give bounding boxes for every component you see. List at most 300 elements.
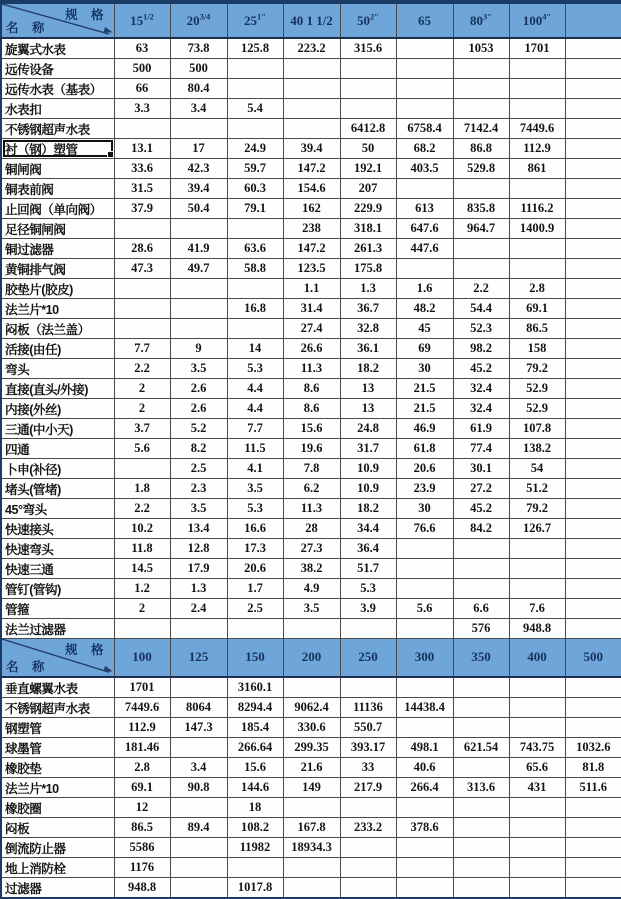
value-cell[interactable]: 5.3 bbox=[227, 499, 283, 519]
value-cell[interactable]: 7.7 bbox=[227, 419, 283, 439]
value-cell[interactable]: 162 bbox=[283, 199, 340, 219]
value-cell[interactable]: 36.7 bbox=[340, 299, 396, 319]
name-cell[interactable]: 内接(外丝) bbox=[1, 399, 114, 419]
name-cell[interactable]: 管箍 bbox=[1, 599, 114, 619]
value-cell[interactable]: 27.4 bbox=[283, 319, 340, 339]
value-cell[interactable]: 108.2 bbox=[227, 817, 283, 837]
corner-header-cell[interactable] bbox=[1, 2, 114, 38]
name-cell[interactable]: 远传设备 bbox=[1, 59, 114, 79]
spec-header-cell[interactable] bbox=[170, 2, 227, 38]
value-cell[interactable]: 149 bbox=[283, 777, 340, 797]
value-cell[interactable]: 51.2 bbox=[509, 479, 565, 499]
value-cell[interactable] bbox=[170, 797, 227, 817]
value-cell[interactable]: 743.75 bbox=[509, 737, 565, 757]
value-cell[interactable]: 61.9 bbox=[453, 419, 509, 439]
value-cell[interactable]: 185.4 bbox=[227, 717, 283, 737]
value-cell[interactable] bbox=[509, 559, 565, 579]
value-cell[interactable]: 14 bbox=[227, 339, 283, 359]
value-cell[interactable]: 500 bbox=[170, 59, 227, 79]
value-cell[interactable] bbox=[565, 817, 621, 837]
value-cell[interactable] bbox=[170, 279, 227, 299]
value-cell[interactable]: 11982 bbox=[227, 837, 283, 857]
value-cell[interactable] bbox=[453, 817, 509, 837]
value-cell[interactable]: 3.5 bbox=[227, 479, 283, 499]
value-cell[interactable]: 1.7 bbox=[227, 579, 283, 599]
value-cell[interactable]: 576 bbox=[453, 619, 509, 639]
value-cell[interactable] bbox=[227, 219, 283, 239]
value-cell[interactable]: 10.9 bbox=[340, 479, 396, 499]
value-cell[interactable]: 50.4 bbox=[170, 199, 227, 219]
value-cell[interactable]: 31.7 bbox=[340, 439, 396, 459]
value-cell[interactable]: 2.6 bbox=[170, 399, 227, 419]
value-cell[interactable]: 34.4 bbox=[340, 519, 396, 539]
value-cell[interactable] bbox=[509, 99, 565, 119]
value-cell[interactable]: 61.8 bbox=[396, 439, 453, 459]
value-cell[interactable]: 27.3 bbox=[283, 539, 340, 559]
value-cell[interactable] bbox=[114, 619, 170, 639]
value-cell[interactable]: 86.5 bbox=[114, 817, 170, 837]
value-cell[interactable]: 21.6 bbox=[283, 757, 340, 777]
value-cell[interactable]: 6.6 bbox=[453, 599, 509, 619]
value-cell[interactable] bbox=[565, 359, 621, 379]
value-cell[interactable] bbox=[565, 239, 621, 259]
value-cell[interactable]: 403.5 bbox=[396, 159, 453, 179]
value-cell[interactable] bbox=[565, 119, 621, 139]
value-cell[interactable] bbox=[283, 119, 340, 139]
value-cell[interactable]: 17 bbox=[170, 139, 227, 159]
value-cell[interactable]: 835.8 bbox=[453, 199, 509, 219]
name-cell[interactable]: 过滤器 bbox=[1, 877, 114, 898]
value-cell[interactable]: 30 bbox=[396, 359, 453, 379]
value-cell[interactable]: 32.8 bbox=[340, 319, 396, 339]
value-cell[interactable]: 529.8 bbox=[453, 159, 509, 179]
value-cell[interactable]: 19.6 bbox=[283, 439, 340, 459]
spec-header-cell[interactable] bbox=[283, 2, 340, 38]
spec-header-cell[interactable] bbox=[283, 639, 340, 677]
value-cell[interactable]: 4.9 bbox=[283, 579, 340, 599]
value-cell[interactable]: 11.3 bbox=[283, 499, 340, 519]
name-cell[interactable]: 钢塑管 bbox=[1, 717, 114, 737]
value-cell[interactable]: 147.3 bbox=[170, 717, 227, 737]
value-cell[interactable]: 45.2 bbox=[453, 499, 509, 519]
value-cell[interactable]: 8064 bbox=[170, 697, 227, 717]
value-cell[interactable]: 54.4 bbox=[453, 299, 509, 319]
name-cell[interactable]: 法兰过滤器 bbox=[1, 619, 114, 639]
spec-header-cell[interactable] bbox=[340, 2, 396, 38]
value-cell[interactable]: 3.3 bbox=[114, 99, 170, 119]
value-cell[interactable]: 39.4 bbox=[170, 179, 227, 199]
name-cell[interactable]: 不锈钢超声水表 bbox=[1, 119, 114, 139]
name-cell[interactable]: 橡胶圈 bbox=[1, 797, 114, 817]
value-cell[interactable]: 17.9 bbox=[170, 559, 227, 579]
value-cell[interactable]: 12 bbox=[114, 797, 170, 817]
value-cell[interactable] bbox=[227, 79, 283, 99]
value-cell[interactable]: 52.9 bbox=[509, 379, 565, 399]
value-cell[interactable]: 613 bbox=[396, 199, 453, 219]
value-cell[interactable]: 5586 bbox=[114, 837, 170, 857]
value-cell[interactable]: 1053 bbox=[453, 38, 509, 59]
value-cell[interactable]: 30.1 bbox=[453, 459, 509, 479]
value-cell[interactable] bbox=[170, 119, 227, 139]
value-cell[interactable]: 125.8 bbox=[227, 38, 283, 59]
value-cell[interactable]: 60.3 bbox=[227, 179, 283, 199]
spec-header-cell[interactable] bbox=[509, 2, 565, 38]
name-cell[interactable]: 地上消防栓 bbox=[1, 857, 114, 877]
value-cell[interactable] bbox=[453, 259, 509, 279]
value-cell[interactable] bbox=[340, 99, 396, 119]
value-cell[interactable]: 107.8 bbox=[509, 419, 565, 439]
value-cell[interactable] bbox=[340, 837, 396, 857]
value-cell[interactable]: 112.9 bbox=[114, 717, 170, 737]
value-cell[interactable]: 27.2 bbox=[453, 479, 509, 499]
value-cell[interactable] bbox=[565, 259, 621, 279]
value-cell[interactable]: 158 bbox=[509, 339, 565, 359]
value-cell[interactable] bbox=[114, 299, 170, 319]
value-cell[interactable]: 238 bbox=[283, 219, 340, 239]
value-cell[interactable]: 5.6 bbox=[114, 439, 170, 459]
value-cell[interactable]: 15.6 bbox=[283, 419, 340, 439]
value-cell[interactable] bbox=[453, 757, 509, 777]
value-cell[interactable] bbox=[565, 79, 621, 99]
spec-header-cell[interactable] bbox=[396, 2, 453, 38]
value-cell[interactable]: 31.5 bbox=[114, 179, 170, 199]
name-cell[interactable]: 管钉(管钩) bbox=[1, 579, 114, 599]
value-cell[interactable]: 49.7 bbox=[170, 259, 227, 279]
value-cell[interactable]: 2 bbox=[114, 599, 170, 619]
value-cell[interactable] bbox=[453, 559, 509, 579]
value-cell[interactable] bbox=[283, 99, 340, 119]
value-cell[interactable]: 330.6 bbox=[283, 717, 340, 737]
value-cell[interactable]: 86.8 bbox=[453, 139, 509, 159]
value-cell[interactable]: 4.4 bbox=[227, 379, 283, 399]
value-cell[interactable]: 6.2 bbox=[283, 479, 340, 499]
value-cell[interactable] bbox=[509, 677, 565, 698]
value-cell[interactable] bbox=[396, 79, 453, 99]
value-cell[interactable] bbox=[283, 877, 340, 898]
value-cell[interactable] bbox=[509, 259, 565, 279]
value-cell[interactable] bbox=[227, 619, 283, 639]
value-cell[interactable]: 948.8 bbox=[509, 619, 565, 639]
value-cell[interactable]: 2.3 bbox=[170, 479, 227, 499]
value-cell[interactable] bbox=[227, 279, 283, 299]
value-cell[interactable]: 21.5 bbox=[396, 379, 453, 399]
value-cell[interactable]: 10.2 bbox=[114, 519, 170, 539]
value-cell[interactable]: 2.4 bbox=[170, 599, 227, 619]
value-cell[interactable] bbox=[565, 697, 621, 717]
value-cell[interactable] bbox=[114, 119, 170, 139]
spec-header-cell[interactable] bbox=[509, 639, 565, 677]
value-cell[interactable]: 45.2 bbox=[453, 359, 509, 379]
value-cell[interactable] bbox=[453, 579, 509, 599]
value-cell[interactable]: 66 bbox=[114, 79, 170, 99]
spec-header-cell[interactable] bbox=[340, 639, 396, 677]
value-cell[interactable] bbox=[283, 79, 340, 99]
value-cell[interactable]: 5.3 bbox=[340, 579, 396, 599]
value-cell[interactable]: 65.6 bbox=[509, 757, 565, 777]
value-cell[interactable]: 2.2 bbox=[453, 279, 509, 299]
value-cell[interactable]: 8.6 bbox=[283, 379, 340, 399]
value-cell[interactable] bbox=[565, 439, 621, 459]
value-cell[interactable]: 647.6 bbox=[396, 219, 453, 239]
value-cell[interactable] bbox=[170, 737, 227, 757]
value-cell[interactable]: 13 bbox=[340, 399, 396, 419]
name-cell[interactable]: 法兰片*10 bbox=[1, 299, 114, 319]
value-cell[interactable]: 2.8 bbox=[114, 757, 170, 777]
value-cell[interactable]: 621.54 bbox=[453, 737, 509, 757]
value-cell[interactable] bbox=[283, 797, 340, 817]
value-cell[interactable]: 38.2 bbox=[283, 559, 340, 579]
value-cell[interactable] bbox=[170, 837, 227, 857]
value-cell[interactable]: 54 bbox=[509, 459, 565, 479]
value-cell[interactable]: 299.35 bbox=[283, 737, 340, 757]
value-cell[interactable]: 3.5 bbox=[170, 359, 227, 379]
value-cell[interactable] bbox=[453, 857, 509, 877]
value-cell[interactable]: 6758.4 bbox=[396, 119, 453, 139]
value-cell[interactable]: 13.1 bbox=[114, 139, 170, 159]
value-cell[interactable]: 2.8 bbox=[509, 279, 565, 299]
value-cell[interactable] bbox=[509, 539, 565, 559]
value-cell[interactable] bbox=[396, 677, 453, 698]
value-cell[interactable]: 9062.4 bbox=[283, 697, 340, 717]
value-cell[interactable] bbox=[565, 399, 621, 419]
value-cell[interactable] bbox=[453, 877, 509, 898]
value-cell[interactable]: 36.4 bbox=[340, 539, 396, 559]
value-cell[interactable] bbox=[509, 79, 565, 99]
value-cell[interactable]: 24.9 bbox=[227, 139, 283, 159]
value-cell[interactable] bbox=[170, 619, 227, 639]
name-cell[interactable]: 快速弯头 bbox=[1, 539, 114, 559]
value-cell[interactable] bbox=[114, 319, 170, 339]
name-cell[interactable]: 直接(直头/外接) bbox=[1, 379, 114, 399]
value-cell[interactable] bbox=[396, 619, 453, 639]
value-cell[interactable]: 36.1 bbox=[340, 339, 396, 359]
value-cell[interactable]: 11136 bbox=[340, 697, 396, 717]
value-cell[interactable]: 1032.6 bbox=[565, 737, 621, 757]
name-cell[interactable]: 快速三通 bbox=[1, 559, 114, 579]
value-cell[interactable]: 511.6 bbox=[565, 777, 621, 797]
value-cell[interactable]: 1116.2 bbox=[509, 199, 565, 219]
value-cell[interactable] bbox=[170, 677, 227, 698]
name-cell[interactable]: 闷板 bbox=[1, 817, 114, 837]
value-cell[interactable]: 15.6 bbox=[227, 757, 283, 777]
value-cell[interactable]: 8.6 bbox=[283, 399, 340, 419]
value-cell[interactable]: 7449.6 bbox=[114, 697, 170, 717]
value-cell[interactable]: 7142.4 bbox=[453, 119, 509, 139]
value-cell[interactable]: 147.2 bbox=[283, 239, 340, 259]
value-cell[interactable]: 126.7 bbox=[509, 519, 565, 539]
name-cell[interactable]: 倒流防止器 bbox=[1, 837, 114, 857]
value-cell[interactable]: 1176 bbox=[114, 857, 170, 877]
value-cell[interactable] bbox=[227, 59, 283, 79]
name-cell[interactable]: 闷板（法兰盖） bbox=[1, 319, 114, 339]
spec-header-cell[interactable] bbox=[396, 639, 453, 677]
value-cell[interactable]: 17.3 bbox=[227, 539, 283, 559]
value-cell[interactable]: 76.6 bbox=[396, 519, 453, 539]
value-cell[interactable] bbox=[340, 619, 396, 639]
value-cell[interactable]: 63 bbox=[114, 38, 170, 59]
value-cell[interactable] bbox=[565, 797, 621, 817]
value-cell[interactable]: 3.7 bbox=[114, 419, 170, 439]
value-cell[interactable]: 89.4 bbox=[170, 817, 227, 837]
value-cell[interactable]: 18 bbox=[227, 797, 283, 817]
value-cell[interactable]: 229.9 bbox=[340, 199, 396, 219]
value-cell[interactable] bbox=[396, 877, 453, 898]
value-cell[interactable] bbox=[565, 877, 621, 898]
spec-header-cell-empty[interactable] bbox=[565, 2, 621, 38]
value-cell[interactable]: 45 bbox=[396, 319, 453, 339]
value-cell[interactable] bbox=[565, 559, 621, 579]
value-cell[interactable]: 207 bbox=[340, 179, 396, 199]
value-cell[interactable]: 13.4 bbox=[170, 519, 227, 539]
value-cell[interactable] bbox=[396, 99, 453, 119]
spec-header-cell[interactable] bbox=[227, 2, 283, 38]
value-cell[interactable]: 1.3 bbox=[340, 279, 396, 299]
name-cell[interactable]: 铜过滤器 bbox=[1, 239, 114, 259]
value-cell[interactable]: 59.7 bbox=[227, 159, 283, 179]
name-cell[interactable]: 卜申(补径) bbox=[1, 459, 114, 479]
value-cell[interactable]: 5.6 bbox=[396, 599, 453, 619]
value-cell[interactable]: 147.2 bbox=[283, 159, 340, 179]
name-cell[interactable]: 弯头 bbox=[1, 359, 114, 379]
value-cell[interactable]: 46.9 bbox=[396, 419, 453, 439]
value-cell[interactable]: 4.4 bbox=[227, 399, 283, 419]
value-cell[interactable]: 1.3 bbox=[170, 579, 227, 599]
value-cell[interactable]: 14438.4 bbox=[396, 697, 453, 717]
value-cell[interactable]: 313.6 bbox=[453, 777, 509, 797]
value-cell[interactable]: 3160.1 bbox=[227, 677, 283, 698]
value-cell[interactable]: 18934.3 bbox=[283, 837, 340, 857]
value-cell[interactable] bbox=[565, 619, 621, 639]
value-cell[interactable]: 77.4 bbox=[453, 439, 509, 459]
value-cell[interactable] bbox=[114, 459, 170, 479]
value-cell[interactable]: 233.2 bbox=[340, 817, 396, 837]
value-cell[interactable] bbox=[565, 519, 621, 539]
name-cell[interactable]: 足径铜闸阀 bbox=[1, 219, 114, 239]
spec-header-cell[interactable] bbox=[565, 639, 621, 677]
spec-header-cell[interactable] bbox=[114, 2, 170, 38]
name-cell[interactable]: 黄铜排气阀 bbox=[1, 259, 114, 279]
value-cell[interactable] bbox=[453, 717, 509, 737]
value-cell[interactable]: 50 bbox=[340, 139, 396, 159]
value-cell[interactable]: 69.1 bbox=[509, 299, 565, 319]
value-cell[interactable]: 9 bbox=[170, 339, 227, 359]
value-cell[interactable] bbox=[396, 559, 453, 579]
value-cell[interactable]: 7.7 bbox=[114, 339, 170, 359]
value-cell[interactable] bbox=[396, 579, 453, 599]
value-cell[interactable] bbox=[565, 599, 621, 619]
value-cell[interactable]: 1701 bbox=[509, 38, 565, 59]
value-cell[interactable]: 1.2 bbox=[114, 579, 170, 599]
value-cell[interactable] bbox=[565, 139, 621, 159]
value-cell[interactable] bbox=[283, 677, 340, 698]
value-cell[interactable]: 498.1 bbox=[396, 737, 453, 757]
value-cell[interactable]: 1.8 bbox=[114, 479, 170, 499]
value-cell[interactable]: 69 bbox=[396, 339, 453, 359]
value-cell[interactable]: 7449.6 bbox=[509, 119, 565, 139]
name-cell[interactable]: 45°弯头 bbox=[1, 499, 114, 519]
value-cell[interactable] bbox=[340, 797, 396, 817]
value-cell[interactable] bbox=[396, 539, 453, 559]
value-cell[interactable]: 42.3 bbox=[170, 159, 227, 179]
value-cell[interactable] bbox=[565, 459, 621, 479]
value-cell[interactable]: 33.6 bbox=[114, 159, 170, 179]
value-cell[interactable]: 2.2 bbox=[114, 499, 170, 519]
value-cell[interactable]: 20.6 bbox=[227, 559, 283, 579]
value-cell[interactable] bbox=[283, 619, 340, 639]
value-cell[interactable] bbox=[565, 857, 621, 877]
name-cell[interactable]: 不锈钢超声水表 bbox=[1, 697, 114, 717]
value-cell[interactable]: 52.3 bbox=[453, 319, 509, 339]
value-cell[interactable]: 3.4 bbox=[170, 757, 227, 777]
value-cell[interactable]: 58.8 bbox=[227, 259, 283, 279]
value-cell[interactable]: 1400.9 bbox=[509, 219, 565, 239]
value-cell[interactable] bbox=[509, 717, 565, 737]
value-cell[interactable]: 447.6 bbox=[396, 239, 453, 259]
value-cell[interactable]: 79.1 bbox=[227, 199, 283, 219]
value-cell[interactable]: 261.3 bbox=[340, 239, 396, 259]
value-cell[interactable]: 5.3 bbox=[227, 359, 283, 379]
value-cell[interactable]: 7.8 bbox=[283, 459, 340, 479]
name-cell[interactable]: 水表扣 bbox=[1, 99, 114, 119]
value-cell[interactable] bbox=[565, 419, 621, 439]
value-cell[interactable]: 550.7 bbox=[340, 717, 396, 737]
value-cell[interactable]: 154.6 bbox=[283, 179, 340, 199]
value-cell[interactable] bbox=[283, 857, 340, 877]
spec-header-cell[interactable] bbox=[114, 639, 170, 677]
value-cell[interactable]: 14.5 bbox=[114, 559, 170, 579]
value-cell[interactable]: 3.5 bbox=[170, 499, 227, 519]
value-cell[interactable] bbox=[565, 677, 621, 698]
value-cell[interactable]: 112.9 bbox=[509, 139, 565, 159]
value-cell[interactable] bbox=[565, 717, 621, 737]
value-cell[interactable]: 16.6 bbox=[227, 519, 283, 539]
value-cell[interactable] bbox=[565, 539, 621, 559]
value-cell[interactable]: 1701 bbox=[114, 677, 170, 698]
name-cell[interactable]: 法兰片*10 bbox=[1, 777, 114, 797]
value-cell[interactable] bbox=[396, 179, 453, 199]
value-cell[interactable]: 5.2 bbox=[170, 419, 227, 439]
value-cell[interactable]: 123.5 bbox=[283, 259, 340, 279]
value-cell[interactable]: 81.8 bbox=[565, 757, 621, 777]
corner-header-cell[interactable] bbox=[1, 639, 114, 677]
value-cell[interactable]: 79.2 bbox=[509, 499, 565, 519]
value-cell[interactable] bbox=[565, 379, 621, 399]
name-cell[interactable]: 铜表前阀 bbox=[1, 179, 114, 199]
value-cell[interactable]: 10.9 bbox=[340, 459, 396, 479]
value-cell[interactable] bbox=[453, 99, 509, 119]
value-cell[interactable]: 41.9 bbox=[170, 239, 227, 259]
value-cell[interactable] bbox=[565, 38, 621, 59]
value-cell[interactable] bbox=[453, 539, 509, 559]
value-cell[interactable]: 68.2 bbox=[396, 139, 453, 159]
value-cell[interactable]: 2.2 bbox=[114, 359, 170, 379]
value-cell[interactable]: 11.5 bbox=[227, 439, 283, 459]
value-cell[interactable] bbox=[340, 677, 396, 698]
value-cell[interactable]: 964.7 bbox=[453, 219, 509, 239]
value-cell[interactable]: 90.8 bbox=[170, 777, 227, 797]
value-cell[interactable]: 32.4 bbox=[453, 379, 509, 399]
value-cell[interactable]: 11.8 bbox=[114, 539, 170, 559]
value-cell[interactable]: 167.8 bbox=[283, 817, 340, 837]
value-cell[interactable]: 86.5 bbox=[509, 319, 565, 339]
value-cell[interactable] bbox=[453, 79, 509, 99]
value-cell[interactable]: 21.5 bbox=[396, 399, 453, 419]
value-cell[interactable]: 861 bbox=[509, 159, 565, 179]
value-cell[interactable] bbox=[565, 159, 621, 179]
value-cell[interactable]: 175.8 bbox=[340, 259, 396, 279]
value-cell[interactable] bbox=[509, 817, 565, 837]
value-cell[interactable]: 181.46 bbox=[114, 737, 170, 757]
